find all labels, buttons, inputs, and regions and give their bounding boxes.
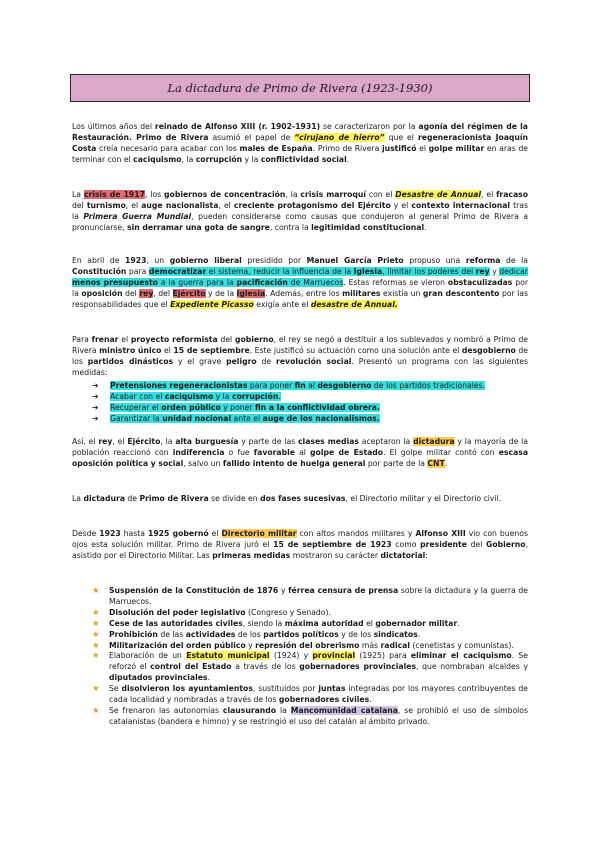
list-item: ★ Cese de las autoridades civiles, siendo la máxima autoridad el gobernador militar. — [92, 618, 460, 629]
paragraph-phases: La dictadura de Primo de Rivera se divide en dos fases sucesivas, el Directorio militar y el Directorio civil. — [72, 494, 502, 503]
list-item: ★ Se disolvieron los ayuntamientos, sustituidos por juntas integradas por los mayores contribuyentes de cada localidad y nombradas a través de los gobernadores civiles. — [92, 684, 528, 705]
list-item: ➔ Pretensiones regeneracionistas para poner fin al desgobierno de los partidos tradicionales. — [92, 381, 486, 390]
measures-list — [92, 381, 528, 425]
star-icon: ★ — [92, 651, 100, 662]
list-item: ★ Se frenaron las autonomías clausurando la Mancomunidad catalana, se prohibió el uso de símbolos catalanistas (bandera e himno) y se restringió el uso del catalán al ámbito privado. — [92, 705, 529, 726]
arrow-icon: ➔ — [92, 402, 99, 412]
title-box — [70, 74, 530, 102]
paragraph-program: Para frenar el proyecto reformista del gobierno, el rey se negó a destituir a los sublevados y nombró a Primo de Rivera ministro único el 15 de septiembre. Este justificó su actuación como una solución ante el desgobierno de los partidos dinásticos y el grave peligro de revolución social. Presentó un programa con las siguientes medidas: — [72, 335, 528, 377]
list-item: ★ Suspensión de la Constitución de 1876 y férrea censura de prensa sobre la dictadura y la guerra de Marruecos. — [92, 586, 528, 606]
paragraph-causes: La crisis de 1917, los gobiernos de concentración, la crisis marroquí con el Desastre de Annual, el fracaso del turnismo, el auge nacionalista, el creciente protagonismo del Ejército y el contexto internacional tras la Primera Guerra Mundial, pueden considerarse como causas que condujeron al general Primo de Rivera a pronunciarse, sin derramar una gota de sangre, contra la legitimidad constitucional. — [72, 190, 529, 232]
star-icon: ★ — [92, 684, 100, 695]
paragraph-directorio: Desde 1923 hasta 1925 gobernó el Directorio militar con altos mandos militares y Alfonso XIII vio con buenos ojos esta solución militar. Primo de Rivera juró el 15 de septiembre de 1923 como presidente del Gobierno, asistido por el Directorio Militar. Las primeras medidas mostraron su carácter dictatorial: — [72, 529, 528, 560]
star-icon: ★ — [92, 607, 100, 618]
star-icon: ★ — [92, 705, 100, 716]
list-item: ★ Prohibición de las actividades de los partidos políticos y de los sindicatos. — [92, 629, 421, 640]
list-item: ➔ Recuperar el orden público y poner fin a la conflictividad obrera. — [92, 402, 380, 412]
list-item: ★ Militarización del orden público y represión del obrerismo más radical (cenetistas y comunistas). — [92, 640, 514, 651]
arrow-icon: ➔ — [92, 381, 99, 390]
paragraph-intro: Los últimos años del reinado de Alfonso XIII (r. 1902-1931) se caracterizaron por la agonía del régimen de la Restauración. Primo de Rivera asumió el papel de “cirujano de hierro” que el regeneracionista Joaquín Costa creía necesario para acabar con los males de España. Primo de Rivera justificó el golpe militar en aras de terminar con el caciquismo, la corrupción y la conflictividad social. — [72, 122, 528, 164]
list-item: ★ Elaboración de un Estatuto municipal (1924) y provincial (1925) para eliminar el caciquismo. Se reforzó el control del Estado a través de los gobernadores provinciales, que nombraban alcaldes y diputados provinciales. — [92, 651, 529, 683]
list-item: ➔ Acabar con el caciquismo y la corrupción. — [92, 391, 281, 401]
arrow-icon: ➔ — [92, 391, 99, 401]
paragraph-reception: Así, el rey, el Ejército, la alta burguesía y parte de las clases medias aceptaron la dictadura y la mayoría de la población reaccionó con indiferencia o fue favorable al golpe de Estado. El golpe militar contó con escasa oposición política y social, salvo un fallido intento de huelga general por parte de la CNT. — [72, 437, 529, 468]
arrow-icon: ➔ — [92, 413, 99, 423]
star-icon: ★ — [92, 640, 100, 651]
page-title: La dictadura de Primo de Rivera (1923-1930) — [167, 80, 433, 95]
list-item: ★ Disolución del poder legislativo (Congreso y Senado). — [92, 607, 331, 618]
first-measures-list — [92, 586, 528, 728]
star-icon: ★ — [92, 586, 100, 596]
paragraph-reform: En abril de 1923, un gobierno liberal presidido por Manuel García Prieto propuso una reforma de la Constitución para democratizar el sistema, reducir la influencia de la Iglesia, limitar los poderes del rey y dedicar menos presupuesto a la guerra para la pacificación de Marruecos. Estas reformas se vieron obstaculizadas por la oposición del rey, del Ejército y de la Iglesia. Además, entre los militares existía un gran descontento por las responsabilidades que el Expediente Picasso exigía ante el desastre de Annual. — [72, 256, 529, 309]
star-icon: ★ — [92, 618, 100, 629]
list-item: ➔ Garantizar la unidad nacional ante el auge de los nacionalismos. — [92, 413, 380, 423]
star-icon: ★ — [92, 629, 100, 640]
